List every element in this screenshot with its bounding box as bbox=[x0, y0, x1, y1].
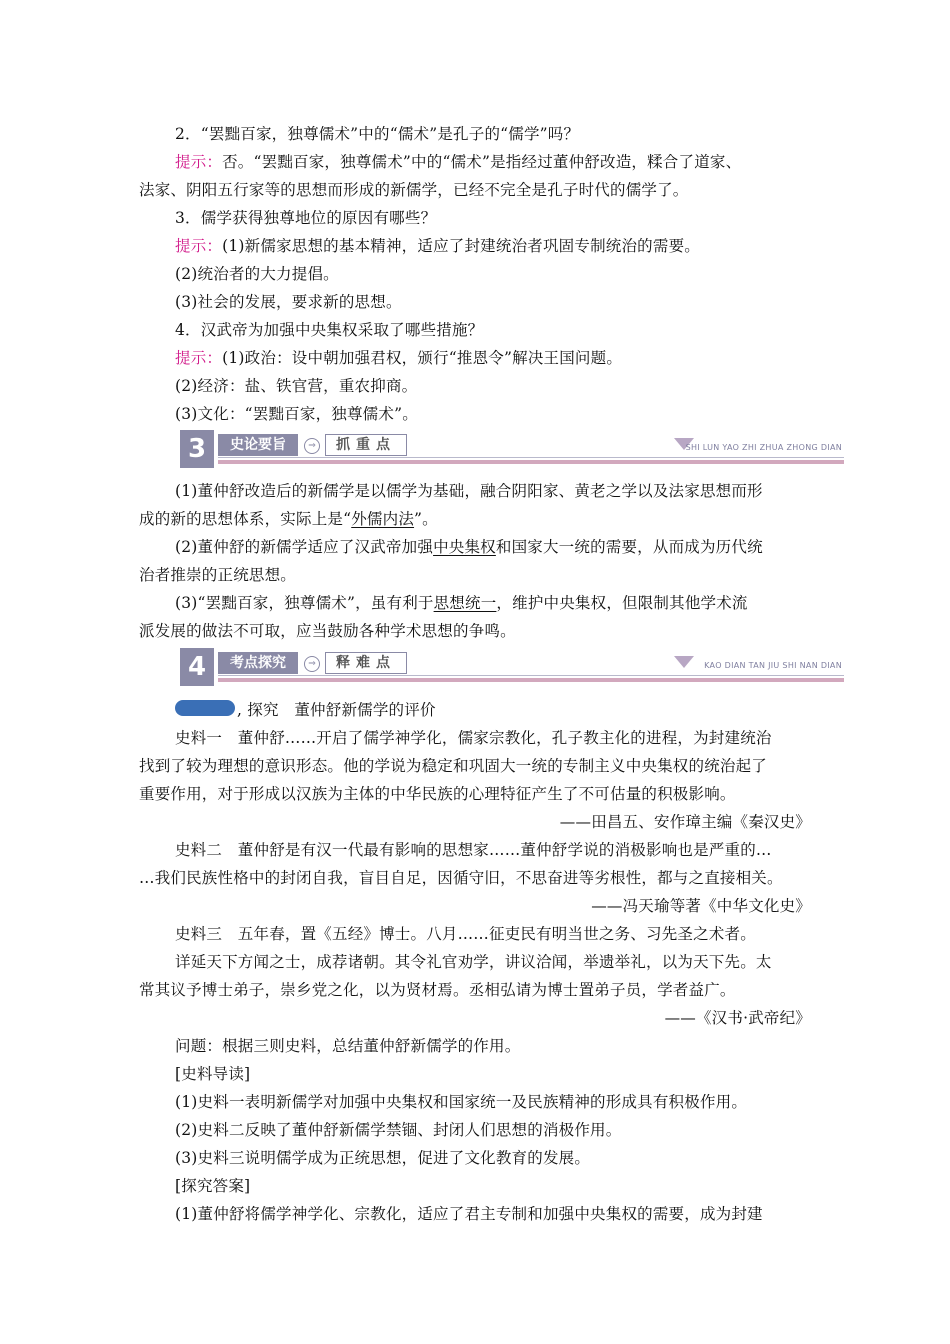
summary-text: 成的新的思想体系，实际上是“ bbox=[139, 510, 352, 528]
section-sublabel: 抓重点 bbox=[325, 434, 407, 456]
summary-text: (2)董仲舒的新儒学适应了汉武帝加强 bbox=[175, 538, 434, 556]
hint-label: 提示： bbox=[175, 153, 223, 171]
summary-2-line-1 bbox=[175, 537, 763, 557]
summary-text: (3)“罢黜百家，独尊儒术”，虽有利于 bbox=[175, 594, 434, 612]
guide-item-3: (3)史料三说明儒学成为正统思想，促进了文化教育的发展。 bbox=[175, 1149, 591, 1167]
answer-4-text-1: (1)政治：设中朝加强君权，颁行“推恩令”解决王国问题。 bbox=[222, 349, 623, 367]
underlined-keyword: 外儒内法 bbox=[351, 510, 415, 528]
summary-text: 和国家大一统的需要，从而成为历代统 bbox=[495, 538, 763, 556]
explore-title: , 探究 董仲舒新儒学的评价 bbox=[237, 701, 436, 719]
section-english-caption: SHI LUN YAO ZHI ZHUA ZHONG DIAN bbox=[685, 443, 842, 452]
hint-label: 提示： bbox=[175, 349, 223, 367]
divider bbox=[218, 457, 844, 458]
source-1-line-1: 史料一 董仲舒……开启了儒学神学化，儒家宗教化，孔子教主化的进程，为封建统治 bbox=[175, 729, 772, 747]
divider bbox=[218, 460, 844, 464]
arrow-circle-icon: ⇒ bbox=[304, 438, 320, 454]
triangle-decoration-icon bbox=[674, 656, 694, 668]
answer-3-line-2: (2)统治者的大力提倡。 bbox=[175, 265, 339, 283]
source-1-line-3: 重要作用，对于形成以汉族为主体的中华民族的心理特征产生了不可估量的积极影响。 bbox=[139, 785, 736, 803]
summary-2-line-2: 治者推崇的正统思想。 bbox=[139, 566, 297, 584]
answer-4-line-2: (2)经济：盐、铁官营，重农抑商。 bbox=[175, 377, 418, 395]
arrow-circle-icon: ⇒ bbox=[304, 656, 320, 672]
explore-tag-badge bbox=[175, 700, 235, 716]
section-label: 史论要旨 bbox=[218, 434, 298, 456]
answer-2-line-2: 法家、阴阳五行家等的思想而形成的新儒学，已经不完全是孔子时代的儒学了。 bbox=[139, 181, 689, 199]
section-english-caption: KAO DIAN TAN JIU SHI NAN DIAN bbox=[704, 661, 842, 670]
summary-1-line-1: (1)董仲舒改造后的新儒学是以儒学为基础，融合阴阳家、黄老之学以及法家思想而形 bbox=[175, 482, 763, 500]
summary-3-line-2: 派发展的做法不可取，应当鼓励各种学术思想的争鸣。 bbox=[139, 622, 516, 640]
source-3-citation: ——《汉书·武帝纪》 bbox=[664, 1009, 811, 1027]
answer-heading: [探究答案] bbox=[175, 1177, 251, 1195]
section-number: 4 bbox=[180, 648, 214, 686]
guide-item-1: (1)史料一表明新儒学对加强中央集权和国家统一及民族精神的形成具有积极作用。 bbox=[175, 1093, 748, 1111]
summary-3-line-1 bbox=[175, 593, 748, 613]
source-2-citation: ——冯天瑜等著《中华文化史》 bbox=[591, 897, 811, 915]
section-3-banner bbox=[180, 430, 844, 468]
section-number: 3 bbox=[180, 430, 214, 468]
question-4: 4．汉武帝为加强中央集权采取了哪些措施？ bbox=[175, 321, 484, 339]
source-3-line-3: 常其议予博士弟子，崇乡党之化，以为贤材焉。丞相弘请为博士置弟子员，学者益广。 bbox=[139, 981, 736, 999]
answer-3-line-3: (3)社会的发展，要求新的思想。 bbox=[175, 293, 402, 311]
source-1-line-2: 找到了较为理想的意识形态。他的学说为稳定和巩固大一统的专制主义中央集权的统治起了 bbox=[139, 757, 768, 775]
source-2-line-1: 史料二 董仲舒是有汉一代最有影响的思想家……董仲舒学说的消极影响也是严重的… bbox=[175, 841, 772, 859]
section-4-banner bbox=[180, 648, 844, 686]
section-sublabel: 释难点 bbox=[325, 652, 407, 674]
underlined-keyword: 中央集权 bbox=[433, 538, 496, 556]
source-1-citation: ——田昌五、安作璋主编《秦汉史》 bbox=[559, 813, 811, 831]
question-3: 3．儒学获得独尊地位的原因有哪些？ bbox=[175, 209, 437, 227]
answer-3-text-1: (1)新儒家思想的基本精神，适应了封建统治者巩固专制统治的需要。 bbox=[222, 237, 700, 255]
summary-text: ，维护中央集权，但限制其他学术流 bbox=[496, 594, 748, 612]
hint-label: 提示： bbox=[175, 237, 223, 255]
answer-4-line-3: (3)文化：“罢黜百家，独尊儒术”。 bbox=[175, 405, 418, 423]
source-3-line-1: 史料三 五年春，置《五经》博士。八月……征吏民有明当世之务、习先圣之术者。 bbox=[175, 925, 756, 943]
question-2: 2．“罢黜百家，独尊儒术”中的“儒术”是孔子的“儒学”吗？ bbox=[175, 125, 580, 143]
underlined-keyword: 思想统一 bbox=[433, 594, 497, 612]
guide-item-2: (2)史料二反映了董仲舒新儒学禁锢、封闭人们思想的消极作用。 bbox=[175, 1121, 622, 1139]
source-3-line-2: 详延天下方闻之士，成荐诸朝。其令礼官劝学，讲议洽闻，举遗举礼，以为天下先。太 bbox=[175, 953, 772, 971]
answer-2-line-1 bbox=[175, 152, 741, 172]
divider bbox=[218, 675, 844, 676]
section-label: 考点探究 bbox=[218, 652, 298, 674]
answer-3-line-1 bbox=[175, 236, 700, 256]
question-text: 问题：根据三则史料，总结董仲舒新儒学的作用。 bbox=[175, 1037, 521, 1055]
guide-heading: [史料导读] bbox=[175, 1065, 251, 1083]
summary-1-line-2 bbox=[139, 509, 438, 529]
divider bbox=[218, 678, 844, 682]
summary-text: ”。 bbox=[414, 510, 438, 528]
source-2-line-2: …我们民族性格中的封闭自我，盲目自足，因循守旧，不思奋进等劣根性，都与之直接相关。 bbox=[139, 869, 783, 887]
answer-2-text-1: 否。“罢黜百家，独尊儒术”中的“儒术”是指经过董仲舒改造，糅合了道家、 bbox=[222, 153, 742, 171]
answer-item-1: (1)董仲舒将儒学神学化、宗教化，适应了君主专制和加强中央集权的需要，成为封建 bbox=[175, 1205, 763, 1223]
answer-4-line-1 bbox=[175, 348, 622, 368]
